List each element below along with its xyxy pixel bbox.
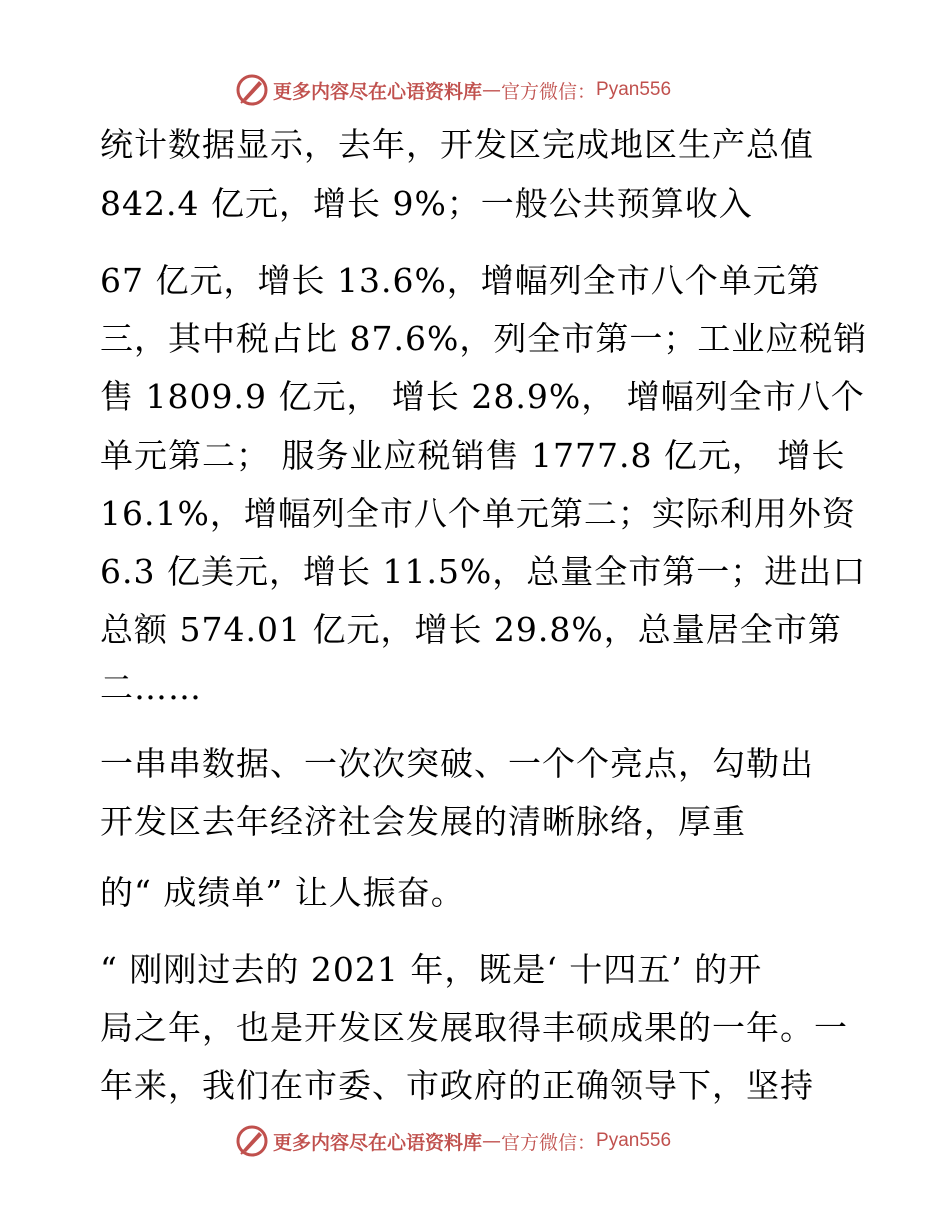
text-line: 局之年，也是开发区发展取得丰硕成果的一年。一	[100, 1008, 848, 1047]
text-line: 6.3 亿美元，增长 11.5%，总量全市第一；进出口	[100, 552, 867, 591]
text-line: 开发区去年经济社会发展的清晰脉络，厚重	[100, 802, 746, 841]
text-line: “ 刚刚过去的 2021 年，既是‘ 十四五’ 的开	[100, 950, 763, 989]
watermark-wechat-id: Pyan556	[596, 79, 672, 100]
watermark-official-text: 官方微信：	[501, 80, 597, 103]
text-line: 统计数据显示，去年，开发区完成地区生产总值	[100, 125, 814, 164]
quill-logo-icon	[235, 73, 269, 107]
text-line: 售 1809.9 亿元， 增长 28.9%， 增幅列全市八个	[100, 377, 865, 416]
watermark-header	[235, 73, 671, 107]
watermark-dash: —	[482, 79, 502, 101]
text-line: 二……	[100, 668, 202, 707]
text-line: 的“ 成绩单” 让人振奋。	[100, 873, 465, 912]
watermark-official-text: 官方微信：	[501, 1131, 597, 1154]
text-line: 年来，我们在市委、市政府的正确领导下，坚持	[100, 1066, 814, 1105]
watermark-footer	[235, 1124, 671, 1158]
text-line: 67 亿元，增长 13.6%，增幅列全市八个单元第	[100, 261, 821, 300]
text-line: 三，其中税占比 87.6%，列全市第一；工业应税销	[100, 319, 868, 358]
watermark-main-text: 更多内容尽在心语资料库	[273, 1131, 483, 1154]
text-line: 842.4 亿元，增长 9%；一般公共预算收入	[100, 184, 753, 223]
text-line: 16.1%，增幅列全市八个单元第二；实际利用外资	[100, 494, 856, 533]
quill-logo-icon	[235, 1124, 269, 1158]
text-line: 单元第二； 服务业应税销售 1777.8 亿元， 增长	[100, 436, 846, 475]
watermark-wechat-id: Pyan556	[596, 1130, 672, 1151]
text-line: 总额 574.01 亿元，增长 29.8%，总量居全市第	[100, 610, 842, 649]
watermark-main-text: 更多内容尽在心语资料库	[273, 80, 483, 103]
text-line: 一串串数据、一次次突破、一个个亮点，勾勒出	[100, 744, 814, 783]
watermark-dash: —	[482, 1130, 502, 1152]
